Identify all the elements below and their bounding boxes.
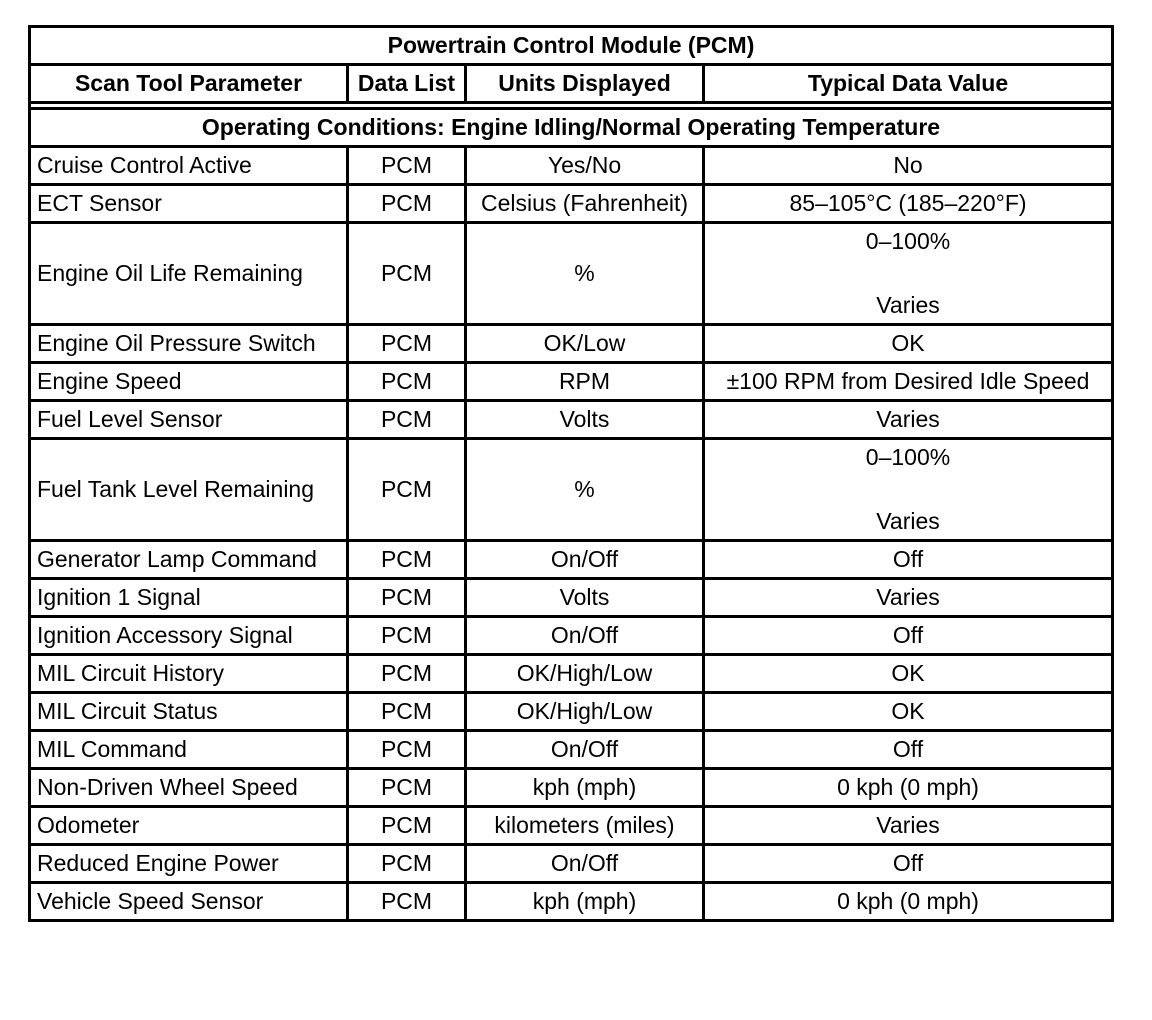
typical-value-cell: ±100 RPM from Desired Idle Speed [704,363,1113,401]
data-list-cell: PCM [348,883,466,921]
typical-value-cell: OK [704,655,1113,693]
data-list-cell: PCM [348,439,466,541]
table-row [30,769,1113,807]
data-list-cell: PCM [348,185,466,223]
typical-value-cell: Varies [704,401,1113,439]
pcm-data-table [28,25,1114,922]
parameter-cell: Non-Driven Wheel Speed [30,769,348,807]
parameter-cell: Ignition Accessory Signal [30,617,348,655]
typical-value-line-2: Varies [876,508,940,534]
table-title: Powertrain Control Module (PCM) [30,27,1113,65]
header-typical-data-value: Typical Data Value [704,65,1113,103]
parameter-cell: Generator Lamp Command [30,541,348,579]
parameter-cell: Engine Speed [30,363,348,401]
typical-value-cell: OK [704,693,1113,731]
table-row [30,807,1113,845]
table-row [30,731,1113,769]
table-row [30,325,1113,363]
parameter-cell: Fuel Tank Level Remaining [30,439,348,541]
units-cell: On/Off [466,617,704,655]
typical-value-cell: Off [704,541,1113,579]
typical-value-line-2: Varies [876,292,940,318]
typical-value-cell: Varies [704,579,1113,617]
header-units-displayed: Units Displayed [466,65,704,103]
units-cell: Yes/No [466,147,704,185]
table-row [30,147,1113,185]
parameter-cell: ECT Sensor [30,185,348,223]
units-cell: OK/High/Low [466,693,704,731]
table-row [30,363,1113,401]
data-list-cell: PCM [348,401,466,439]
data-list-cell: PCM [348,807,466,845]
typical-value-cell: 0 kph (0 mph) [704,883,1113,921]
typical-value-cell [704,439,1113,541]
typical-value-cell: OK [704,325,1113,363]
parameter-cell: Engine Oil Pressure Switch [30,325,348,363]
operating-conditions: Operating Conditions: Engine Idling/Normal Operating Temperature [30,109,1113,147]
header-scan-tool-parameter: Scan Tool Parameter [30,65,348,103]
units-cell: Celsius (Fahrenheit) [466,185,704,223]
typical-value-cell: Varies [704,807,1113,845]
units-cell: On/Off [466,731,704,769]
typical-value-cell: Off [704,617,1113,655]
data-list-cell: PCM [348,769,466,807]
data-list-cell: PCM [348,147,466,185]
units-cell: kilometers (miles) [466,807,704,845]
units-cell: Volts [466,401,704,439]
data-list-cell: PCM [348,655,466,693]
table-row [30,693,1113,731]
data-list-cell: PCM [348,363,466,401]
table-row [30,541,1113,579]
data-list-cell: PCM [348,223,466,325]
data-list-cell: PCM [348,579,466,617]
parameter-cell: MIL Command [30,731,348,769]
units-cell: % [466,223,704,325]
typical-value-cell: Off [704,731,1113,769]
typical-value-line-1: 0–100% [865,228,951,254]
table-row [30,439,1113,541]
parameter-cell: Reduced Engine Power [30,845,348,883]
units-cell: OK/High/Low [466,655,704,693]
table-row [30,185,1113,223]
table-row [30,845,1113,883]
parameter-cell: Fuel Level Sensor [30,401,348,439]
data-list-cell: PCM [348,731,466,769]
units-cell: On/Off [466,845,704,883]
table-row [30,401,1113,439]
header-data-list: Data List [348,65,466,103]
typical-value-cell: 0 kph (0 mph) [704,769,1113,807]
parameter-cell: Vehicle Speed Sensor [30,883,348,921]
table-row [30,655,1113,693]
data-list-cell: PCM [348,617,466,655]
table-row [30,579,1113,617]
parameter-cell: Engine Oil Life Remaining [30,223,348,325]
units-cell: On/Off [466,541,704,579]
data-list-cell: PCM [348,845,466,883]
units-cell: kph (mph) [466,769,704,807]
typical-value-line-1: 0–100% [865,444,951,470]
units-cell: % [466,439,704,541]
table-row [30,883,1113,921]
typical-value-cell: Off [704,845,1113,883]
parameter-cell: Cruise Control Active [30,147,348,185]
parameter-cell: MIL Circuit Status [30,693,348,731]
data-list-cell: PCM [348,325,466,363]
data-list-cell: PCM [348,541,466,579]
units-cell: RPM [466,363,704,401]
units-cell: Volts [466,579,704,617]
data-list-cell: PCM [348,693,466,731]
typical-value-cell [704,223,1113,325]
parameter-cell: MIL Circuit History [30,655,348,693]
table-row [30,223,1113,325]
parameter-cell: Ignition 1 Signal [30,579,348,617]
table-row [30,617,1113,655]
parameter-cell: Odometer [30,807,348,845]
units-cell: kph (mph) [466,883,704,921]
typical-value-cell: No [704,147,1113,185]
units-cell: OK/Low [466,325,704,363]
typical-value-cell: 85–105°C (185–220°F) [704,185,1113,223]
